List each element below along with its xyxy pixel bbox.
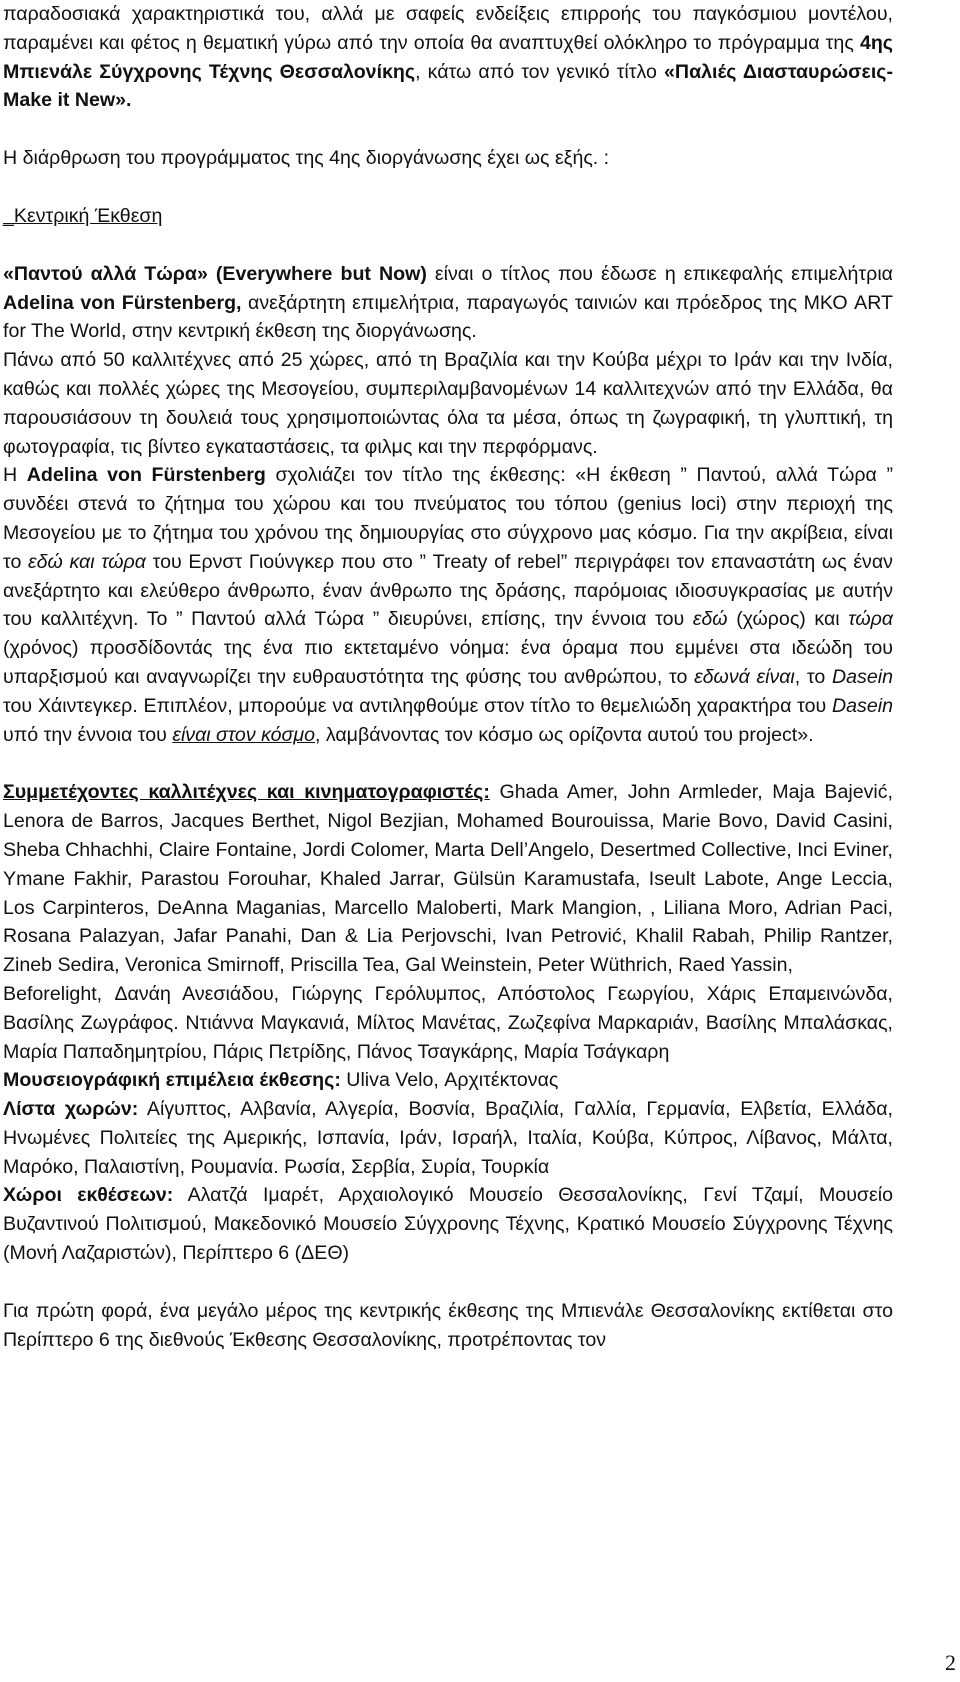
p1-text-1: είναι ο τίτλος που έδωσε η επικεφαλής επιμελήτρια: [426, 262, 893, 285]
p3-italic-4: εδωνά είναι: [694, 665, 795, 688]
p1-text-2: ανεξάρτητη επιμελήτρια, παραγωγός ταινιών και πρόεδρος της ΜΚΟ ART for The World, στην κεντρική έκθεση της διοργάνωσης.: [3, 291, 893, 343]
countries-label: Λίστα χωρών:: [3, 1098, 139, 1121]
artists-names: Ghada Amer, John Armleder, Maja Bajević, Lenora de Barros, Jacques Berthet, Nigol Bezjian, Mohamed Bourouissa, Marie Bovo, David Casini, Sheba Chhachhi, Claire Fontaine, Jordi Colomer, Marta Dell’Angelo, Desertmed Collective, Inci Eviner, Ymane Fakhir, Parastou Forouhar, Khaled Jarrar, Gülsün Karamustafa, Iseult Labote, Ange Leccia, Los Carpinteros, DeAnna Maganias, Marcello Maloberti, Mark Mangion, , Liliana Moro, Adrian Paci, Rosana Palazyan, Jafar Panahi, Dan & Lia Perjovschi, Ivan Petrović, Khalil Rabah, Philip Rantzer, Zineb Sedira, Veronica Smirnoff, Priscilla Tea, Gal Weinstein, Peter Wüthrich, Raed Yassin,: [3, 781, 893, 977]
p3-text-1: Η: [3, 464, 27, 487]
p3-italic-3: τώρα: [848, 608, 893, 631]
venues-value: Αλατζά Ιμαρέτ, Αρχαιολογικό Μουσείο Θεσσαλονίκης, Γενί Τζαμί, Μουσείο Βυζαντινού Πολιτισμού, Μακεδονικό Μουσείο Σύγχρονης Τέχνης, Κρατικό Μουσείο Σύγχρονης Τέχνης (Μονή Λαζαριστών), Περίπτερο 6 (ΔΕΘ): [3, 1184, 893, 1265]
museography-label: Μουσειογράφική επιμέλεια έκθεσης:: [3, 1069, 341, 1092]
closing-paragraph: Για πρώτη φορά, ένα μεγάλο μέρος της κεντρικής έκθεσης της Μπιενάλε Θεσσαλονίκης εκτίθεται στο Περίπτερο 6 της διεθνούς Έκθεσης Θεσσαλονίκης, προτρέποντας τον: [3, 1299, 893, 1351]
p3-italic-6: Dasein: [832, 694, 893, 717]
venues-line: [3, 1181, 893, 1267]
biennale-name: 4ης Μπιενάλε Σύγχρονης Τέχνης Θεσσαλονίκης: [3, 31, 893, 83]
p3-text-2: σχολιάζει τον τίτλο της έκθεσης: «Η έκθεση ” Παντού, αλλά Τώρα ” συνδέει στενά το ζήτημα του χώρου και του πνεύματος του τόπου (genius loci) στην περιοχή της Μεσογείου με το ζήτημα του χρόνου της δημιουργίας στο σύγχρονο μας κόσμο. Για την ακρίβεια, είναι το: [3, 464, 893, 573]
p3-italic-7: είναι στον κόσμο: [172, 723, 315, 746]
intro-text-1: παραδοσιακά χαρακτηριστικά του, αλλά με σαφείς ενδείξεις επιρροής του παγκόσμιου μοντέλου, παραμένει και φέτος η θεματική γύρω από την οποία θα αναπτυχθεί ολόκληρο το πρόγραμμα της: [3, 3, 893, 54]
countries-line: [3, 1095, 893, 1181]
museography-line: [3, 1066, 893, 1095]
p3-text-6: , το: [794, 665, 832, 688]
countries-value: Αίγυπτος, Αλβανία, Αλγερία, Βοσνία, Βραζιλία, Γαλλία, Γερμανία, Ελβετία, Ελλάδα, Ηνωμένες Πολιτείες της Αμερικής, Ισπανία, Ιράν, Ισραήλ, Ιταλία, Κούβα, Κύπρος, Λίβανος, Μάλτα, Μαρόκο, Παλαιστίνη, Ρουμανία. Ρωσία, Σερβία, Συρία, Τουρκία: [3, 1098, 893, 1178]
intro-text-2: , κάτω από τον γενικό τίτλο: [415, 60, 665, 83]
artists-label: Συμμετέχοντες καλλιτέχνες και κινηματογραφιστές:: [3, 781, 490, 804]
section-heading: _Κεντρική Έκθεση: [3, 204, 163, 227]
page-body: [3, 0, 893, 1354]
paragraph-curator-comment: [3, 461, 893, 749]
p3-text-8: υπό την έννοια του: [3, 723, 173, 746]
p3-text-9: , λαμβάνοντας τον κόσμο ως ορίζοντα αυτού του project».: [314, 723, 814, 746]
biennale-title: «Παλιές Διασταυρώσεις-Make it New».: [3, 60, 893, 112]
intro-paragraph: [3, 0, 893, 115]
venues-label: Χώροι εκθέσεων:: [3, 1184, 174, 1207]
page-number: 2: [945, 1650, 956, 1675]
p3-italic-5: Dasein: [831, 665, 893, 688]
exhibition-title: «Παντού αλλά Τώρα» (Everywhere but Now): [3, 262, 427, 285]
paragraph-artists-count: Πάνω από 50 καλλιτέχνες από 25 χώρες, από τη Βραζιλία και την Κούβα μέχρι το Ιράν και την Ινδία, καθώς και πολλές χώρες της Μεσογείου, συμπεριλαμβανομένων 14 καλλιτεχνών από την Ελλάδα, θα παρουσιάσουν τη δουλειά τους χρησιμοποιώντας όλα τα μέσα, όπως τη ζωγραφική, τη γλυπτική, τη φωτογραφία, τις βίντεο εγκαταστάσεις, τα φιλμς και την περφόρμανς.: [3, 349, 893, 458]
museography-value: Uliva Velo, Αρχιτέκτονας: [340, 1069, 559, 1092]
paragraph-everywhere-but-now: [3, 260, 893, 346]
p3-text-7: του Χάιντεγκερ. Επιπλέον, μπορούμε να αντιληφθούμε στον τίτλο το θεμελιώδη χαρακτήρα του: [3, 694, 832, 717]
p3-text-3: του Ερνστ Γιούνγκερ που στο ” Treaty of rebel” περιγράφει τον επαναστάτη ως έναν ανεξάρτητο και ελεύθερο άνθρωπο, έναν άνθρωπο της δράσης, παρόμοιας ιδιοσυγκρασίας με αυτήν του καλλιτέχνη. Το ” Παντού αλλά Τώρα ” διευρύνει, επίσης, την έννοια του: [3, 550, 893, 631]
p3-italic-1: εδώ και τώρα: [28, 550, 146, 573]
p3-italic-2: εδώ: [692, 608, 728, 631]
p3-text-5: (χρόνος) προσδίδοντάς της ένα πιο εκτεταμένο νόημα: ένα όραμα που εμμένει στα ιδεώδη του υπαρξισμού και αναγνωρίζει την ευθραυστότητα της φύσης του ανθρώπου, το: [3, 637, 893, 688]
p3-text-4: (χώρος) και: [727, 608, 849, 631]
curator-name-2: Adelina von Fürstenberg: [26, 464, 266, 487]
curator-name: Adelina von Fürstenberg,: [3, 291, 242, 314]
artists-list: [3, 778, 893, 980]
greek-artists-list: Beforelight, Δανάη Ανεσιάδου, Γιώργης Γερόλυμπος, Απόστολος Γεωργίου, Χάρις Επαμεινώνδα, Βασίλης Ζωγράφος. Ντιάννα Μαγκανιά, Μίλτος Μανέτας, Ζωζεφίνα Μαρκαριάν, Βασίλης Μπαλάσκας, Μαρία Παπαδημητρίου, Πάρις Πετρίδης, Πάνος Τσαγκάρης, Μαρία Τσάγκαρη: [3, 982, 893, 1063]
structure-line: Η διάρθρωση του προγράμματος της 4ης διοργάνωσης έχει ως εξής. :: [3, 147, 610, 170]
